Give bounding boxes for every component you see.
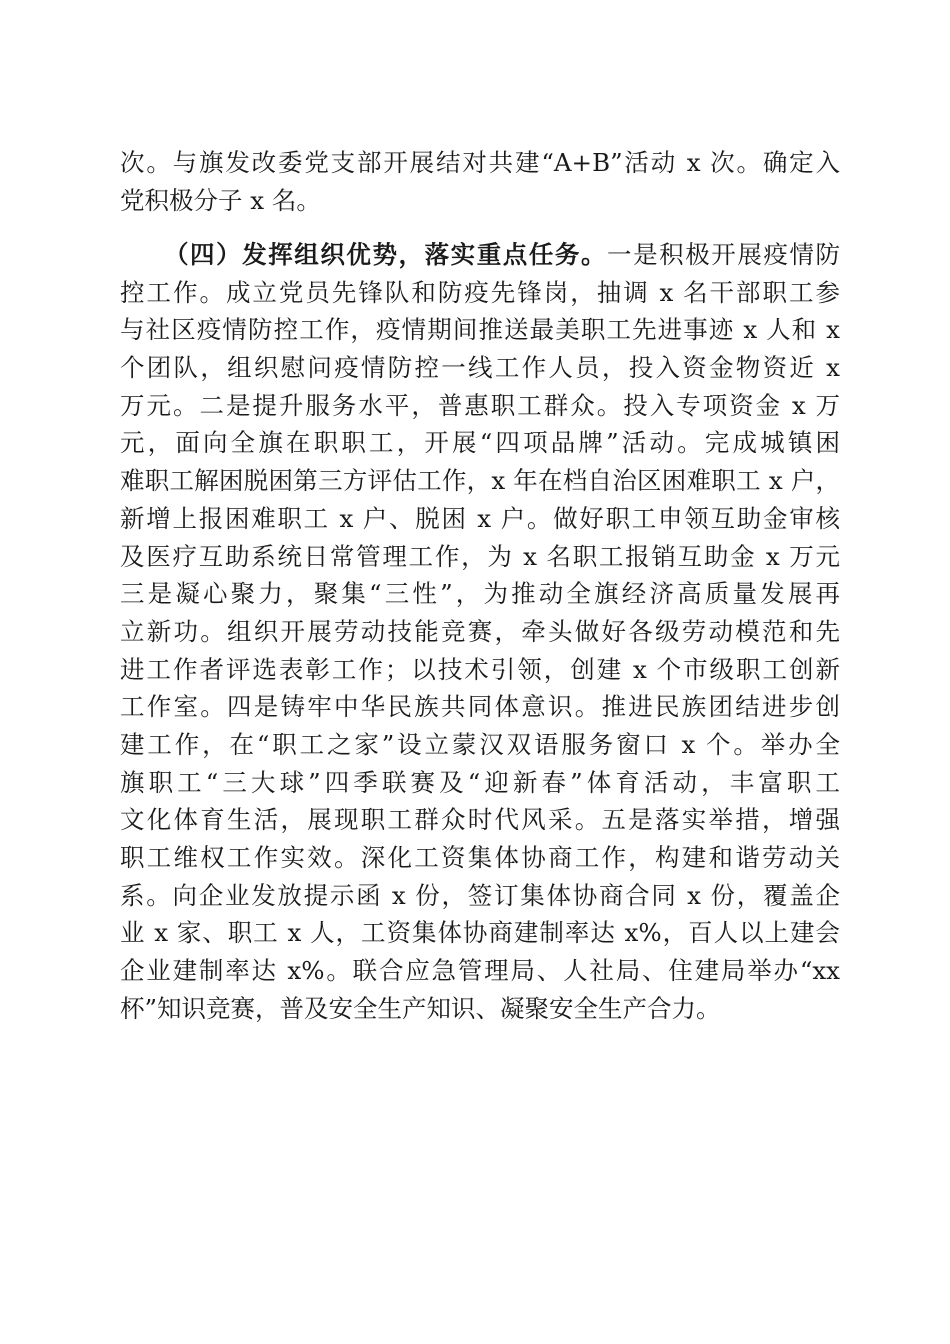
text-line: 难职工解困脱困第三方评估工作，x 年在档自治区困难职工 x 户，: [120, 466, 840, 496]
text-line: 三是凝心聚力，聚集“三性”，为推动全旗经济高质量发展再: [120, 579, 840, 609]
text-line: 个团队，组织慰问疫情防控一线工作人员，投入资金物资近 x: [120, 353, 840, 383]
text-line: 系。向企业发放提示函 x 份，签订集体协商合同 x 份，覆盖企: [120, 880, 840, 910]
text-line: 进工作者评选表彰工作；以技术引领，创建 x 个市级职工创新: [120, 654, 840, 684]
text-line: 职工维权工作实效。深化工资集体协商工作，构建和谐劳动关: [120, 843, 840, 872]
text-line: 新增上报困难职工 x 户、脱困 x 户。做好职工申领互助金审核: [120, 503, 840, 533]
text-line: 元，面向全旗在职职工，开展“四项品牌”活动。完成城镇困: [120, 428, 840, 458]
text-line: 工作室。四是铸牢中华民族共同体意识。推进民族团结进步创: [120, 692, 840, 722]
text-line: 及医疗互助系统日常管理工作，为 x 名职工报销互助金 x 万元: [120, 541, 840, 571]
text-line: 建工作，在“职工之家”设立蒙汉双语服务窗口 x 个。举办全: [120, 729, 840, 759]
text-line: 杯”知识竞赛，普及安全生产知识、凝聚安全生产合力。: [120, 993, 721, 1023]
text-line: 党积极分子 x 名。: [120, 185, 321, 215]
text-line: 文化体育生活，展现职工群众时代风采。五是落实举措，增强: [120, 805, 840, 835]
text-line: 立新功。组织开展劳动技能竞赛，牵头做好各级劳动模范和先: [120, 616, 840, 646]
paragraph-continuation: [120, 144, 840, 219]
text-line: 与社区疫情防控工作，疫情期间推送最美职工先进事迹 x 人和 x: [120, 315, 840, 345]
text-line: 次。与旗发改委党支部开展结对共建“A+B”活动 x 次。确定入: [120, 148, 840, 177]
text-line: 控工作。成立党员先锋队和防疫先锋岗，抽调 x 名干部职工参: [120, 277, 840, 307]
text-line: 万元。二是提升服务水平，普惠职工群众。投入专项资金 x 万: [120, 390, 840, 420]
section-heading: （四）发挥组织优势，落实重点任务。: [164, 240, 608, 269]
section-first-line: [120, 236, 840, 274]
text-line: 旗职工“三大球”四季联赛及“迎新春”体育活动，丰富职工: [120, 767, 840, 797]
paragraph-section-four: [120, 236, 840, 1027]
text-line: 企业建制率达 x%。联合应急管理局、人社局、住建局举办“xx: [120, 956, 840, 986]
text-line-fragment: 一是积极开展疫情防: [607, 240, 841, 269]
text-line: 业 x 家、职工 x 人，工资集体协商建制率达 x%，百人以上建会: [120, 918, 840, 948]
